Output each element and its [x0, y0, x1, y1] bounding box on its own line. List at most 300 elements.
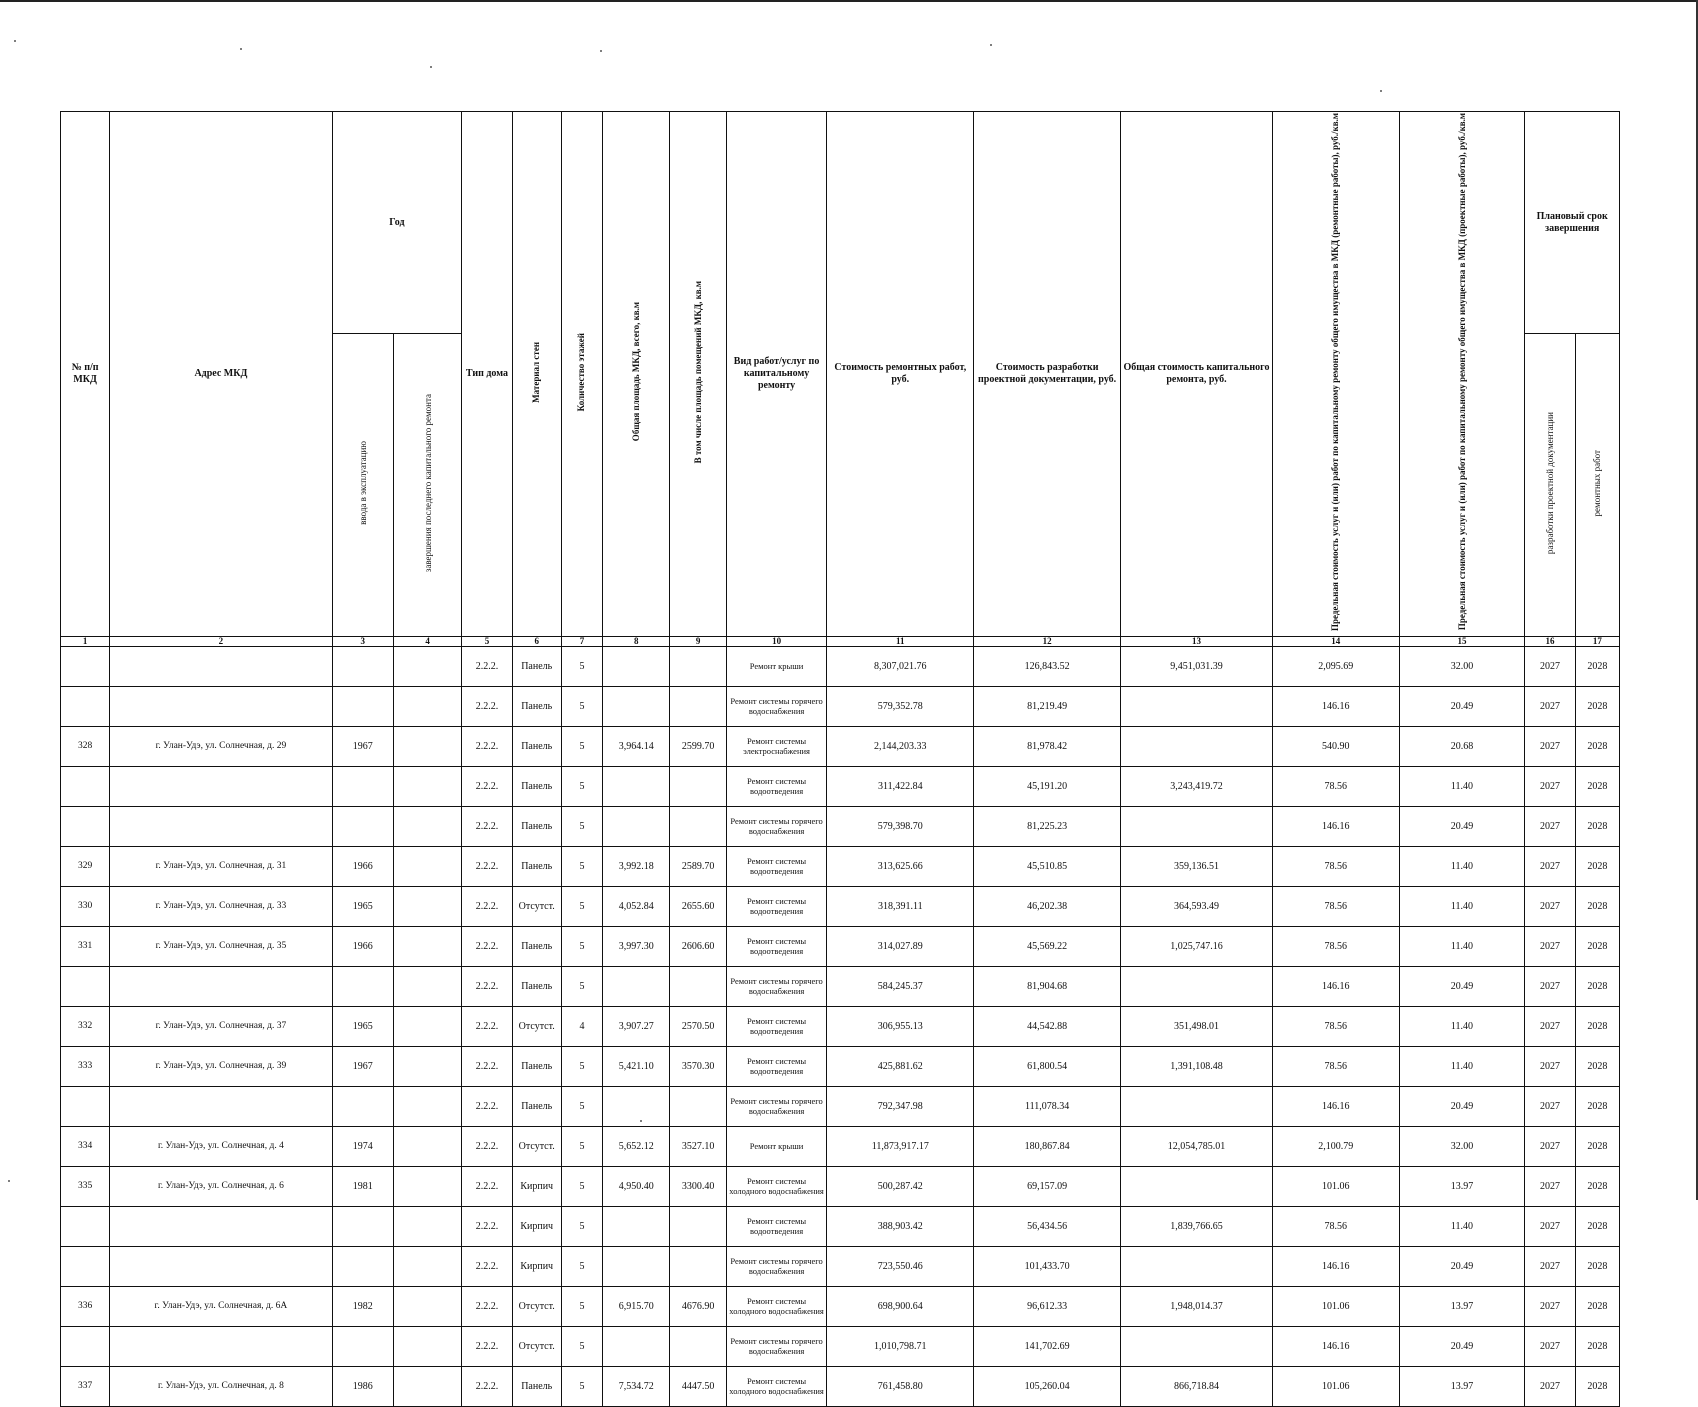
row-number [61, 1326, 110, 1366]
plan-design-year-cell: 2027 [1525, 926, 1575, 966]
table-row [61, 1286, 1620, 1326]
plan-design-year-cell: 2027 [1525, 1286, 1575, 1326]
floors-cell: 5 [561, 1046, 602, 1086]
address-cell [110, 646, 332, 686]
premises-area-cell [670, 646, 726, 686]
plan-repair-year-cell: 2028 [1575, 926, 1619, 966]
plan-design-year-cell: 2027 [1525, 1326, 1575, 1366]
work-type-cell: Ремонт системы водоотведения [726, 1006, 827, 1046]
house-type-cell: 2.2.2. [462, 726, 512, 766]
year-last-repair-cell [393, 926, 461, 966]
year-last-repair-cell [393, 966, 461, 1006]
limit-repair-cell: 101.06 [1272, 1286, 1399, 1326]
year-last-repair-cell [393, 1286, 461, 1326]
address-cell: г. Улан-Удэ, ул. Солнечная, д. 31 [110, 846, 332, 886]
year-commission-cell [332, 766, 393, 806]
row-number [61, 1246, 110, 1286]
wall-material-cell: Панель [512, 1086, 561, 1126]
capital-repair-table [60, 111, 1620, 1407]
header-work-type: Вид работ/услуг по капитальному ремонту [726, 112, 827, 637]
limit-design-cell: 11.40 [1399, 1206, 1525, 1246]
header-floors [561, 112, 602, 637]
wall-material-cell: Отсутст. [512, 1286, 561, 1326]
address-cell: г. Улан-Удэ, ул. Солнечная, д. 39 [110, 1046, 332, 1086]
scan-speck [8, 1180, 10, 1182]
header-house-type: Тип дома [462, 112, 512, 637]
column-number: 17 [1575, 636, 1619, 646]
year-commission-cell [332, 686, 393, 726]
premises-area-cell [670, 1246, 726, 1286]
floors-cell: 5 [561, 1246, 602, 1286]
header-row-main [61, 112, 1620, 334]
table-row [61, 926, 1620, 966]
limit-design-cell: 20.49 [1399, 1086, 1525, 1126]
total-cost-cell [1121, 1246, 1273, 1286]
repair-cost-cell: 723,550.46 [827, 1246, 974, 1286]
total-area-cell: 5,652.12 [603, 1126, 670, 1166]
house-type-cell: 2.2.2. [462, 1006, 512, 1046]
total-area-cell: 4,052.84 [603, 886, 670, 926]
year-commission-cell: 1967 [332, 726, 393, 766]
scan-speck [240, 48, 242, 50]
wall-material-cell: Кирпич [512, 1166, 561, 1206]
premises-area-cell: 3570.30 [670, 1046, 726, 1086]
premises-area-cell [670, 1206, 726, 1246]
premises-area-cell: 3527.10 [670, 1126, 726, 1166]
repair-cost-cell: 388,903.42 [827, 1206, 974, 1246]
row-number [61, 806, 110, 846]
total-area-cell: 7,534.72 [603, 1366, 670, 1406]
plan-design-year-cell: 2027 [1525, 646, 1575, 686]
address-cell: г. Улан-Удэ, ул. Солнечная, д. 4 [110, 1126, 332, 1166]
premises-area-cell: 2570.50 [670, 1006, 726, 1046]
plan-design-year-cell: 2027 [1525, 1206, 1575, 1246]
header-address: Адрес МКД [110, 112, 332, 637]
design-cost-cell: 96,612.33 [974, 1286, 1121, 1326]
total-area-cell [603, 686, 670, 726]
total-cost-cell [1121, 1086, 1273, 1126]
wall-material-cell: Кирпич [512, 1206, 561, 1246]
plan-repair-year-cell: 2028 [1575, 1046, 1619, 1086]
limit-repair-cell: 78.56 [1272, 886, 1399, 926]
header-year-last-repair [393, 334, 461, 637]
repair-cost-cell: 425,881.62 [827, 1046, 974, 1086]
header-year: Год [332, 112, 462, 334]
floors-cell: 5 [561, 646, 602, 686]
year-last-repair-cell [393, 1166, 461, 1206]
column-number: 11 [827, 636, 974, 646]
wall-material-cell: Панель [512, 926, 561, 966]
table-row [61, 1366, 1620, 1406]
floors-cell: 5 [561, 1286, 602, 1326]
premises-area-cell [670, 766, 726, 806]
year-commission-cell: 1967 [332, 1046, 393, 1086]
year-last-repair-cell [393, 1366, 461, 1406]
floors-cell: 5 [561, 926, 602, 966]
plan-design-year-cell: 2027 [1525, 1046, 1575, 1086]
column-number: 3 [332, 636, 393, 646]
work-type-cell: Ремонт системы водоотведения [726, 886, 827, 926]
work-type-cell: Ремонт системы горячего водоснабжения [726, 1326, 827, 1366]
floors-cell: 5 [561, 806, 602, 846]
design-cost-cell: 180,867.84 [974, 1126, 1121, 1166]
header-plan-design [1525, 334, 1575, 637]
table-row [61, 1166, 1620, 1206]
column-number: 16 [1525, 636, 1575, 646]
design-cost-cell: 81,904.68 [974, 966, 1121, 1006]
limit-design-cell: 13.97 [1399, 1286, 1525, 1326]
house-type-cell: 2.2.2. [462, 1046, 512, 1086]
total-cost-cell [1121, 686, 1273, 726]
house-type-cell: 2.2.2. [462, 1366, 512, 1406]
column-number: 7 [561, 636, 602, 646]
work-type-cell: Ремонт системы горячего водоснабжения [726, 1086, 827, 1126]
wall-material-cell: Кирпич [512, 1246, 561, 1286]
header-year-commission [332, 334, 393, 637]
plan-repair-year-cell: 2028 [1575, 646, 1619, 686]
address-cell [110, 1086, 332, 1126]
total-cost-cell: 12,054,785.01 [1121, 1126, 1273, 1166]
wall-material-cell: Отсутст. [512, 1006, 561, 1046]
design-cost-cell: 101,433.70 [974, 1246, 1121, 1286]
floors-cell: 4 [561, 1006, 602, 1046]
house-type-cell: 2.2.2. [462, 766, 512, 806]
address-cell: г. Улан-Удэ, ул. Солнечная, д. 6А [110, 1286, 332, 1326]
plan-repair-year-cell: 2028 [1575, 1286, 1619, 1326]
year-commission-cell [332, 806, 393, 846]
limit-design-cell: 20.49 [1399, 686, 1525, 726]
work-type-cell: Ремонт системы холодного водоснабжения [726, 1366, 827, 1406]
year-commission-cell: 1965 [332, 886, 393, 926]
limit-repair-cell: 78.56 [1272, 926, 1399, 966]
header-total-area-label: Общая площадь МКД, всего, кв.м [630, 302, 641, 442]
limit-repair-cell: 146.16 [1272, 1246, 1399, 1286]
plan-design-year-cell: 2027 [1525, 686, 1575, 726]
total-cost-cell: 866,718.84 [1121, 1366, 1273, 1406]
total-cost-cell [1121, 966, 1273, 1006]
design-cost-cell: 81,219.49 [974, 686, 1121, 726]
table-row [61, 726, 1620, 766]
limit-design-cell: 20.68 [1399, 726, 1525, 766]
row-number: 334 [61, 1126, 110, 1166]
year-last-repair-cell [393, 886, 461, 926]
repair-cost-cell: 579,398.70 [827, 806, 974, 846]
header-year-last-repair-label: завершения последнего капитального ремонта [422, 393, 433, 573]
floors-cell: 5 [561, 1206, 602, 1246]
design-cost-cell: 126,843.52 [974, 646, 1121, 686]
year-last-repair-cell [393, 646, 461, 686]
table-row [61, 966, 1620, 1006]
limit-repair-cell: 78.56 [1272, 846, 1399, 886]
column-number: 4 [393, 636, 461, 646]
wall-material-cell: Отсутст. [512, 1326, 561, 1366]
header-limit-repair-label: Предельная стоимость услуг и (или) работ по капитальному ремонту общего имущества в МКД (ремонтные работы), руб./кв.м [1330, 113, 1341, 631]
premises-area-cell: 2589.70 [670, 846, 726, 886]
address-cell: г. Улан-Удэ, ул. Солнечная, д. 33 [110, 886, 332, 926]
header-repair-cost: Стоимость ремонтных работ, руб. [827, 112, 974, 637]
limit-repair-cell: 78.56 [1272, 766, 1399, 806]
plan-design-year-cell: 2027 [1525, 806, 1575, 846]
limit-repair-cell: 146.16 [1272, 686, 1399, 726]
house-type-cell: 2.2.2. [462, 686, 512, 726]
address-cell [110, 806, 332, 846]
column-number: 12 [974, 636, 1121, 646]
floors-cell: 5 [561, 846, 602, 886]
year-last-repair-cell [393, 1086, 461, 1126]
row-number: 330 [61, 886, 110, 926]
work-type-cell: Ремонт системы холодного водоснабжения [726, 1286, 827, 1326]
plan-design-year-cell: 2027 [1525, 1126, 1575, 1166]
limit-design-cell: 13.97 [1399, 1366, 1525, 1406]
house-type-cell: 2.2.2. [462, 846, 512, 886]
plan-design-year-cell: 2027 [1525, 766, 1575, 806]
work-type-cell: Ремонт системы холодного водоснабжения [726, 1166, 827, 1206]
repair-cost-cell: 579,352.78 [827, 686, 974, 726]
total-cost-cell: 364,593.49 [1121, 886, 1273, 926]
repair-cost-cell: 761,458.80 [827, 1366, 974, 1406]
total-cost-cell: 1,391,108.48 [1121, 1046, 1273, 1086]
year-commission-cell [332, 1246, 393, 1286]
year-last-repair-cell [393, 1046, 461, 1086]
year-last-repair-cell [393, 766, 461, 806]
plan-repair-year-cell: 2028 [1575, 726, 1619, 766]
premises-area-cell: 4447.50 [670, 1366, 726, 1406]
design-cost-cell: 56,434.56 [974, 1206, 1121, 1246]
limit-design-cell: 20.49 [1399, 806, 1525, 846]
wall-material-cell: Панель [512, 1046, 561, 1086]
row-number: 332 [61, 1006, 110, 1046]
column-number: 14 [1272, 636, 1399, 646]
repair-cost-cell: 306,955.13 [827, 1006, 974, 1046]
year-last-repair-cell [393, 846, 461, 886]
design-cost-cell: 44,542.88 [974, 1006, 1121, 1046]
limit-design-cell: 11.40 [1399, 1006, 1525, 1046]
row-number: 329 [61, 846, 110, 886]
table-body [61, 646, 1620, 1406]
total-cost-cell [1121, 1166, 1273, 1206]
row-number [61, 966, 110, 1006]
year-commission-cell [332, 966, 393, 1006]
wall-material-cell: Панель [512, 646, 561, 686]
premises-area-cell [670, 1086, 726, 1126]
table-row [61, 846, 1620, 886]
limit-design-cell: 32.00 [1399, 1126, 1525, 1166]
column-number: 9 [670, 636, 726, 646]
design-cost-cell: 45,510.85 [974, 846, 1121, 886]
total-cost-cell: 351,498.01 [1121, 1006, 1273, 1046]
plan-repair-year-cell: 2028 [1575, 1006, 1619, 1046]
plan-design-year-cell: 2027 [1525, 1366, 1575, 1406]
total-area-cell [603, 806, 670, 846]
year-commission-cell: 1981 [332, 1166, 393, 1206]
scan-speck [990, 44, 992, 46]
total-cost-cell: 1,948,014.37 [1121, 1286, 1273, 1326]
header-wall-material [512, 112, 561, 637]
total-cost-cell: 1,839,766.65 [1121, 1206, 1273, 1246]
header-floors-label: Количество этажей [576, 332, 587, 412]
header-wall-material-label: Материал стен [531, 341, 542, 403]
limit-design-cell: 32.00 [1399, 646, 1525, 686]
premises-area-cell [670, 686, 726, 726]
repair-cost-cell: 11,873,917.17 [827, 1126, 974, 1166]
year-commission-cell: 1965 [332, 1006, 393, 1046]
premises-area-cell [670, 806, 726, 846]
year-commission-cell [332, 1206, 393, 1246]
house-type-cell: 2.2.2. [462, 1286, 512, 1326]
wall-material-cell: Панель [512, 766, 561, 806]
floors-cell: 5 [561, 966, 602, 1006]
total-area-cell [603, 966, 670, 1006]
row-number: 336 [61, 1286, 110, 1326]
floors-cell: 5 [561, 1126, 602, 1166]
table-row [61, 886, 1620, 926]
repair-cost-cell: 698,900.64 [827, 1286, 974, 1326]
limit-repair-cell: 78.56 [1272, 1046, 1399, 1086]
total-cost-cell [1121, 726, 1273, 766]
wall-material-cell: Панель [512, 846, 561, 886]
repair-cost-cell: 584,245.37 [827, 966, 974, 1006]
plan-repair-year-cell: 2028 [1575, 1326, 1619, 1366]
table-row [61, 646, 1620, 686]
floors-cell: 5 [561, 766, 602, 806]
limit-repair-cell: 146.16 [1272, 1326, 1399, 1366]
wall-material-cell: Панель [512, 686, 561, 726]
table-row [61, 1326, 1620, 1366]
repair-cost-cell: 313,625.66 [827, 846, 974, 886]
total-area-cell: 4,950.40 [603, 1166, 670, 1206]
header-limit-design [1399, 112, 1525, 637]
house-type-cell: 2.2.2. [462, 1326, 512, 1366]
design-cost-cell: 141,702.69 [974, 1326, 1121, 1366]
row-number [61, 766, 110, 806]
work-type-cell: Ремонт системы горячего водоснабжения [726, 1246, 827, 1286]
plan-design-year-cell: 2027 [1525, 886, 1575, 926]
header-limit-design-label: Предельная стоимость услуг и (или) работ по капитальному ремонту общего имущества в МКД (проектные работы), руб./кв.м [1456, 113, 1467, 631]
address-cell [110, 766, 332, 806]
repair-cost-cell: 500,287.42 [827, 1166, 974, 1206]
column-number: 15 [1399, 636, 1525, 646]
repair-cost-cell: 1,010,798.71 [827, 1326, 974, 1366]
plan-repair-year-cell: 2028 [1575, 846, 1619, 886]
table-row [61, 806, 1620, 846]
repair-cost-cell: 311,422.84 [827, 766, 974, 806]
address-cell [110, 1206, 332, 1246]
house-type-cell: 2.2.2. [462, 1166, 512, 1206]
header-plan-repair-label: ремонтных работ [1592, 449, 1603, 517]
design-cost-cell: 46,202.38 [974, 886, 1121, 926]
address-cell: г. Улан-Удэ, ул. Солнечная, д. 35 [110, 926, 332, 966]
row-number [61, 646, 110, 686]
work-type-cell: Ремонт крыши [726, 1126, 827, 1166]
plan-repair-year-cell: 2028 [1575, 1246, 1619, 1286]
repair-cost-cell: 2,144,203.33 [827, 726, 974, 766]
header-plan-term: Плановый срок завершения [1525, 112, 1620, 334]
header-limit-repair [1272, 112, 1399, 637]
house-type-cell: 2.2.2. [462, 886, 512, 926]
plan-design-year-cell: 2027 [1525, 1006, 1575, 1046]
header-year-commission-label: ввода в эксплуатацию [357, 441, 368, 526]
repair-cost-cell: 314,027.89 [827, 926, 974, 966]
limit-repair-cell: 146.16 [1272, 1086, 1399, 1126]
work-type-cell: Ремонт системы водоотведения [726, 766, 827, 806]
limit-repair-cell: 540.90 [1272, 726, 1399, 766]
plan-design-year-cell: 2027 [1525, 1166, 1575, 1206]
year-last-repair-cell [393, 1246, 461, 1286]
column-number: 1 [61, 636, 110, 646]
total-area-cell [603, 1246, 670, 1286]
table-row [61, 1246, 1620, 1286]
limit-design-cell: 20.49 [1399, 966, 1525, 1006]
row-number [61, 1086, 110, 1126]
design-cost-cell: 111,078.34 [974, 1086, 1121, 1126]
scan-speck [430, 66, 432, 68]
design-cost-cell: 105,260.04 [974, 1366, 1121, 1406]
premises-area-cell [670, 966, 726, 1006]
table-row [61, 1086, 1620, 1126]
plan-repair-year-cell: 2028 [1575, 1206, 1619, 1246]
total-area-cell: 3,964.14 [603, 726, 670, 766]
scan-speck [14, 40, 16, 42]
address-cell [110, 1326, 332, 1366]
repair-cost-cell: 8,307,021.76 [827, 646, 974, 686]
header-plan-design-label: разработки проектной документации [1545, 412, 1555, 555]
column-number: 8 [603, 636, 670, 646]
work-type-cell: Ремонт системы горячего водоснабжения [726, 686, 827, 726]
total-area-cell: 6,915.70 [603, 1286, 670, 1326]
year-commission-cell: 1986 [332, 1366, 393, 1406]
year-last-repair-cell [393, 686, 461, 726]
work-type-cell: Ремонт системы водоотведения [726, 1046, 827, 1086]
limit-repair-cell: 2,095.69 [1272, 646, 1399, 686]
column-number: 10 [726, 636, 827, 646]
plan-repair-year-cell: 2028 [1575, 766, 1619, 806]
limit-design-cell: 20.49 [1399, 1326, 1525, 1366]
year-commission-cell: 1966 [332, 926, 393, 966]
row-number [61, 686, 110, 726]
header-total-area [603, 112, 670, 637]
limit-repair-cell: 2,100.79 [1272, 1126, 1399, 1166]
scan-speck [1380, 90, 1382, 92]
year-commission-cell: 1982 [332, 1286, 393, 1326]
table-row [61, 1206, 1620, 1246]
floors-cell: 5 [561, 886, 602, 926]
house-type-cell: 2.2.2. [462, 646, 512, 686]
limit-design-cell: 11.40 [1399, 1046, 1525, 1086]
total-cost-cell: 9,451,031.39 [1121, 646, 1273, 686]
floors-cell: 5 [561, 686, 602, 726]
wall-material-cell: Панель [512, 806, 561, 846]
limit-design-cell: 11.40 [1399, 926, 1525, 966]
design-cost-cell: 45,569.22 [974, 926, 1121, 966]
year-last-repair-cell [393, 1126, 461, 1166]
plan-repair-year-cell: 2028 [1575, 1126, 1619, 1166]
address-cell [110, 686, 332, 726]
address-cell: г. Улан-Удэ, ул. Солнечная, д. 37 [110, 1006, 332, 1046]
row-number: 331 [61, 926, 110, 966]
plan-repair-year-cell: 2028 [1575, 806, 1619, 846]
work-type-cell: Ремонт системы горячего водоснабжения [726, 966, 827, 1006]
total-cost-cell [1121, 1326, 1273, 1366]
table-row [61, 1046, 1620, 1086]
work-type-cell: Ремонт системы водоотведения [726, 926, 827, 966]
header-premises-area [670, 112, 726, 637]
limit-repair-cell: 78.56 [1272, 1006, 1399, 1046]
design-cost-cell: 45,191.20 [974, 766, 1121, 806]
scan-speck [600, 50, 602, 52]
plan-repair-year-cell: 2028 [1575, 686, 1619, 726]
total-area-cell [603, 1326, 670, 1366]
address-cell: г. Улан-Удэ, ул. Солнечная, д. 8 [110, 1366, 332, 1406]
